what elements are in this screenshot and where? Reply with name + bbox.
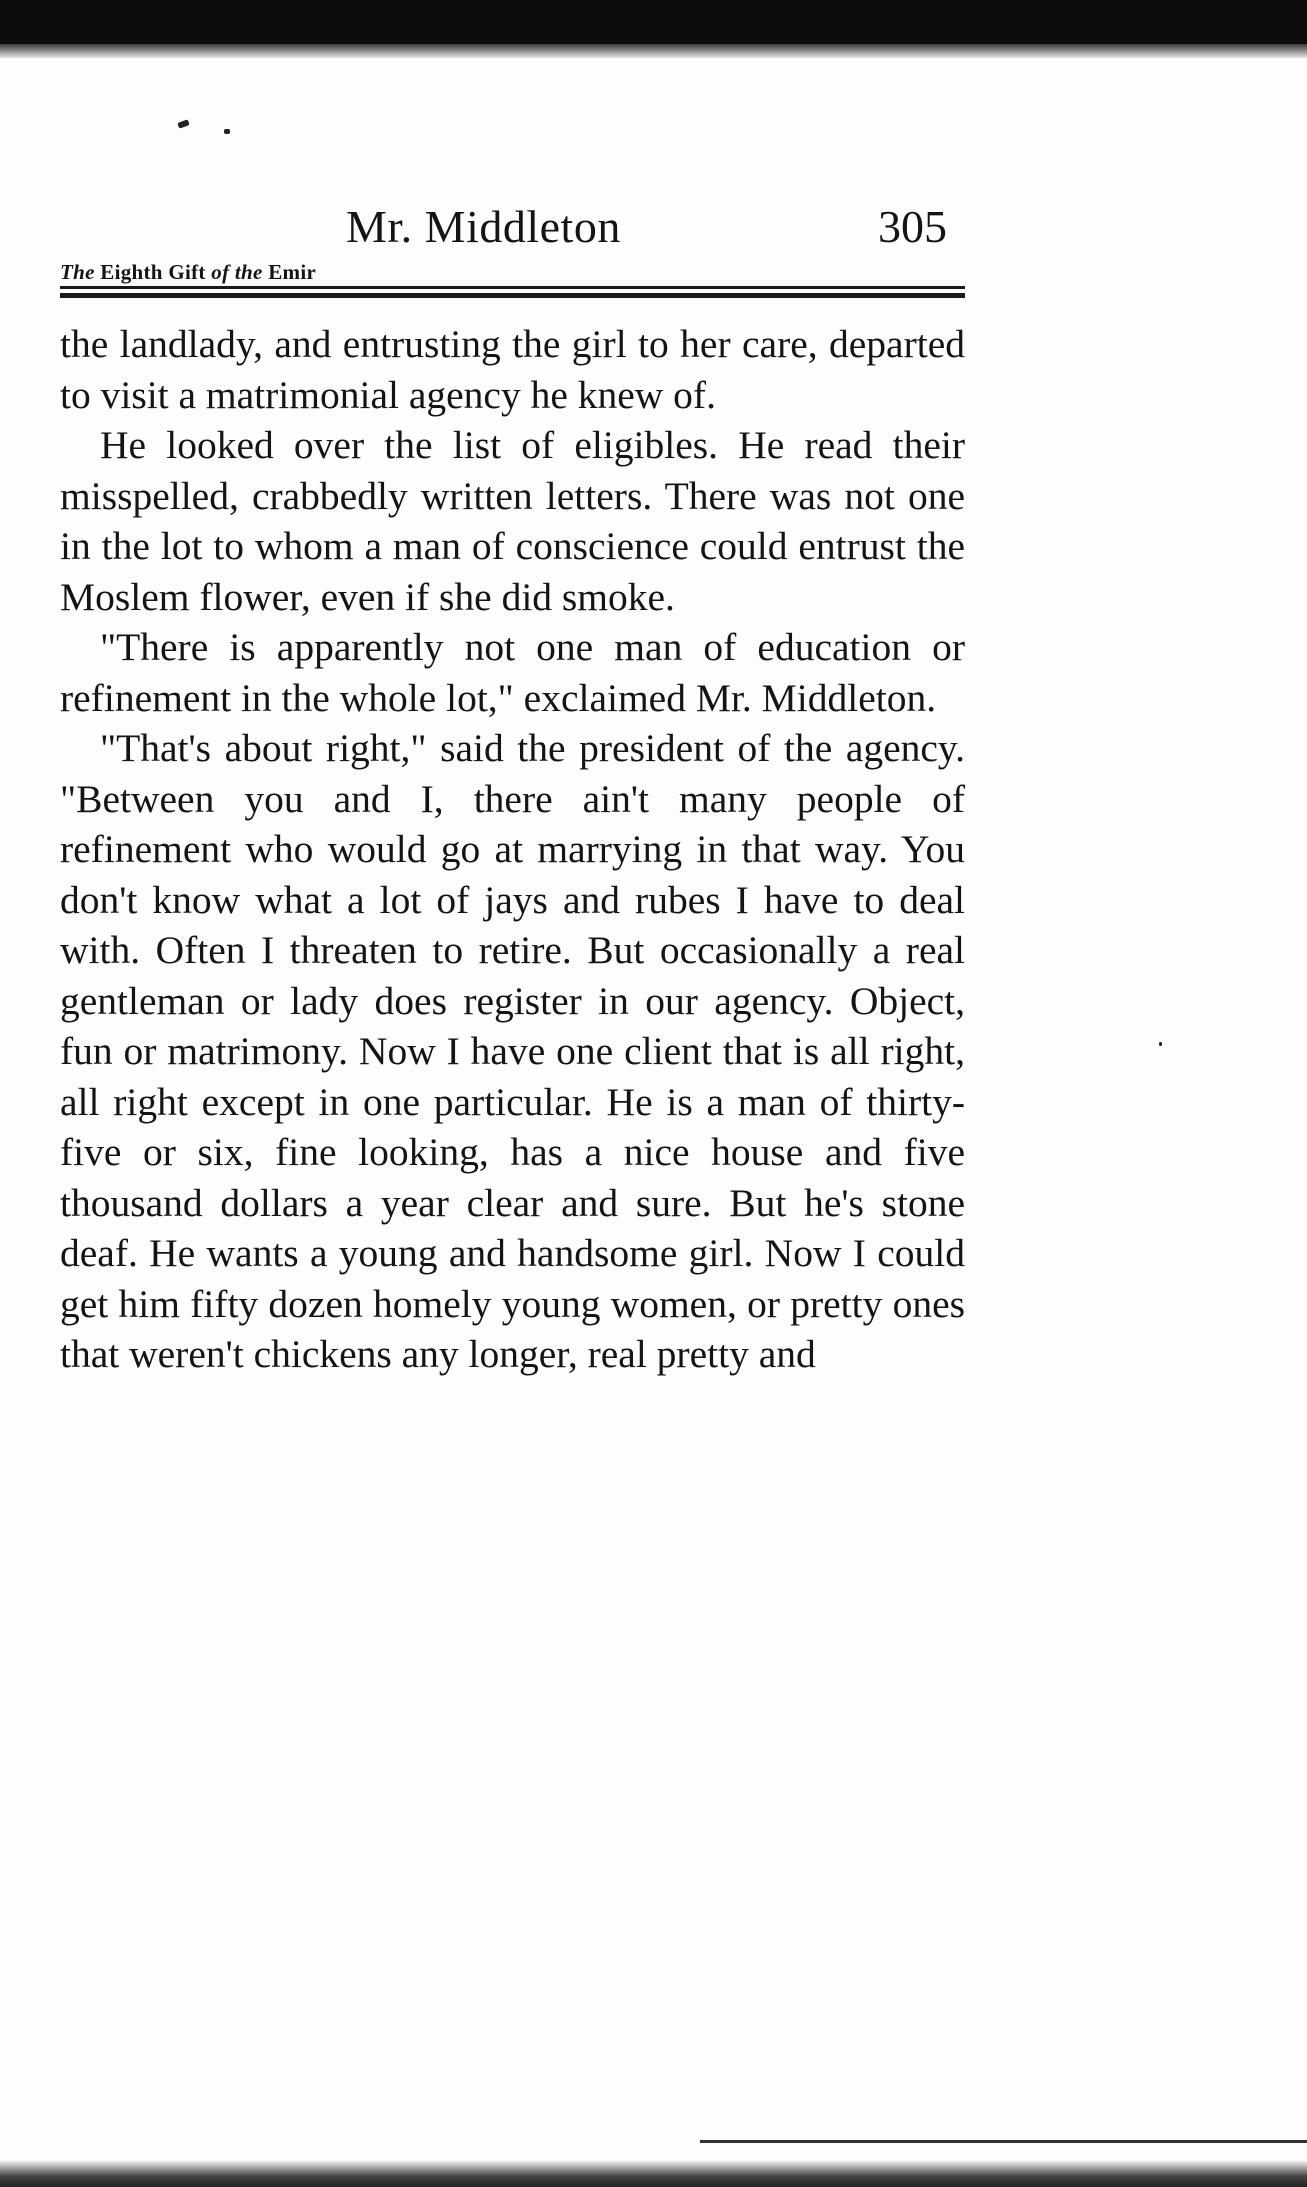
running-title: Mr. Middleton [346, 201, 621, 252]
page-number: 305 [878, 201, 947, 252]
section-label-prefix: The [60, 260, 95, 284]
scan-bottom-line [700, 2140, 1307, 2143]
scan-top-shadow [0, 44, 1307, 58]
ink-speck [1159, 1042, 1162, 1046]
header-rule-thin [60, 286, 965, 289]
paragraph: "There is apparently not one man of education or refinement in the whole lot," exclaimed Mr. Middleton. [60, 625, 965, 720]
paragraph: the landlady, and entrusting the girl to her care, departed to visit a matrimonial agency he knew of. [60, 322, 965, 417]
ink-speck [224, 129, 230, 134]
section-label-of-the: of the [211, 260, 263, 284]
section-label-suffix: Emir [268, 260, 317, 284]
ink-speck [177, 119, 189, 128]
scan-top-edge [0, 0, 1307, 44]
paragraph: He looked over the list of eligibles. He read their misspelled, crabbedly written letters. There was not one in the lot to whom a man of conscience could entrust the Moslem flower, even if she did smoke. [60, 423, 965, 619]
body-text [60, 319, 965, 1380]
paragraph: "That's about right," said the president of the agency. "Between you and I, there ain't many people of refinement who would go at marrying in that way. You don't know what a lot of jays and rubes I have to deal with. Often I threaten to retire. But occasionally a real gentleman or lady does register in our agency. Object, fun or matrimony. Now I have one client that is all right, all right except in one particular. He is a man of thirty-five or six, fine looking, has a nice house and five thousand dollars a year clear and sure. But he's stone deaf. He wants a young and handsome girl. Now I could get him fifty dozen homely young women, or pretty ones that weren't chickens any longer, real pretty and [60, 726, 965, 1376]
running-header [60, 190, 965, 305]
book-page [60, 190, 965, 1380]
scan-bottom-edge [0, 2160, 1307, 2187]
section-label-main: Eighth Gift [100, 260, 206, 284]
section-label [60, 260, 316, 285]
header-rule-thick [60, 293, 965, 298]
